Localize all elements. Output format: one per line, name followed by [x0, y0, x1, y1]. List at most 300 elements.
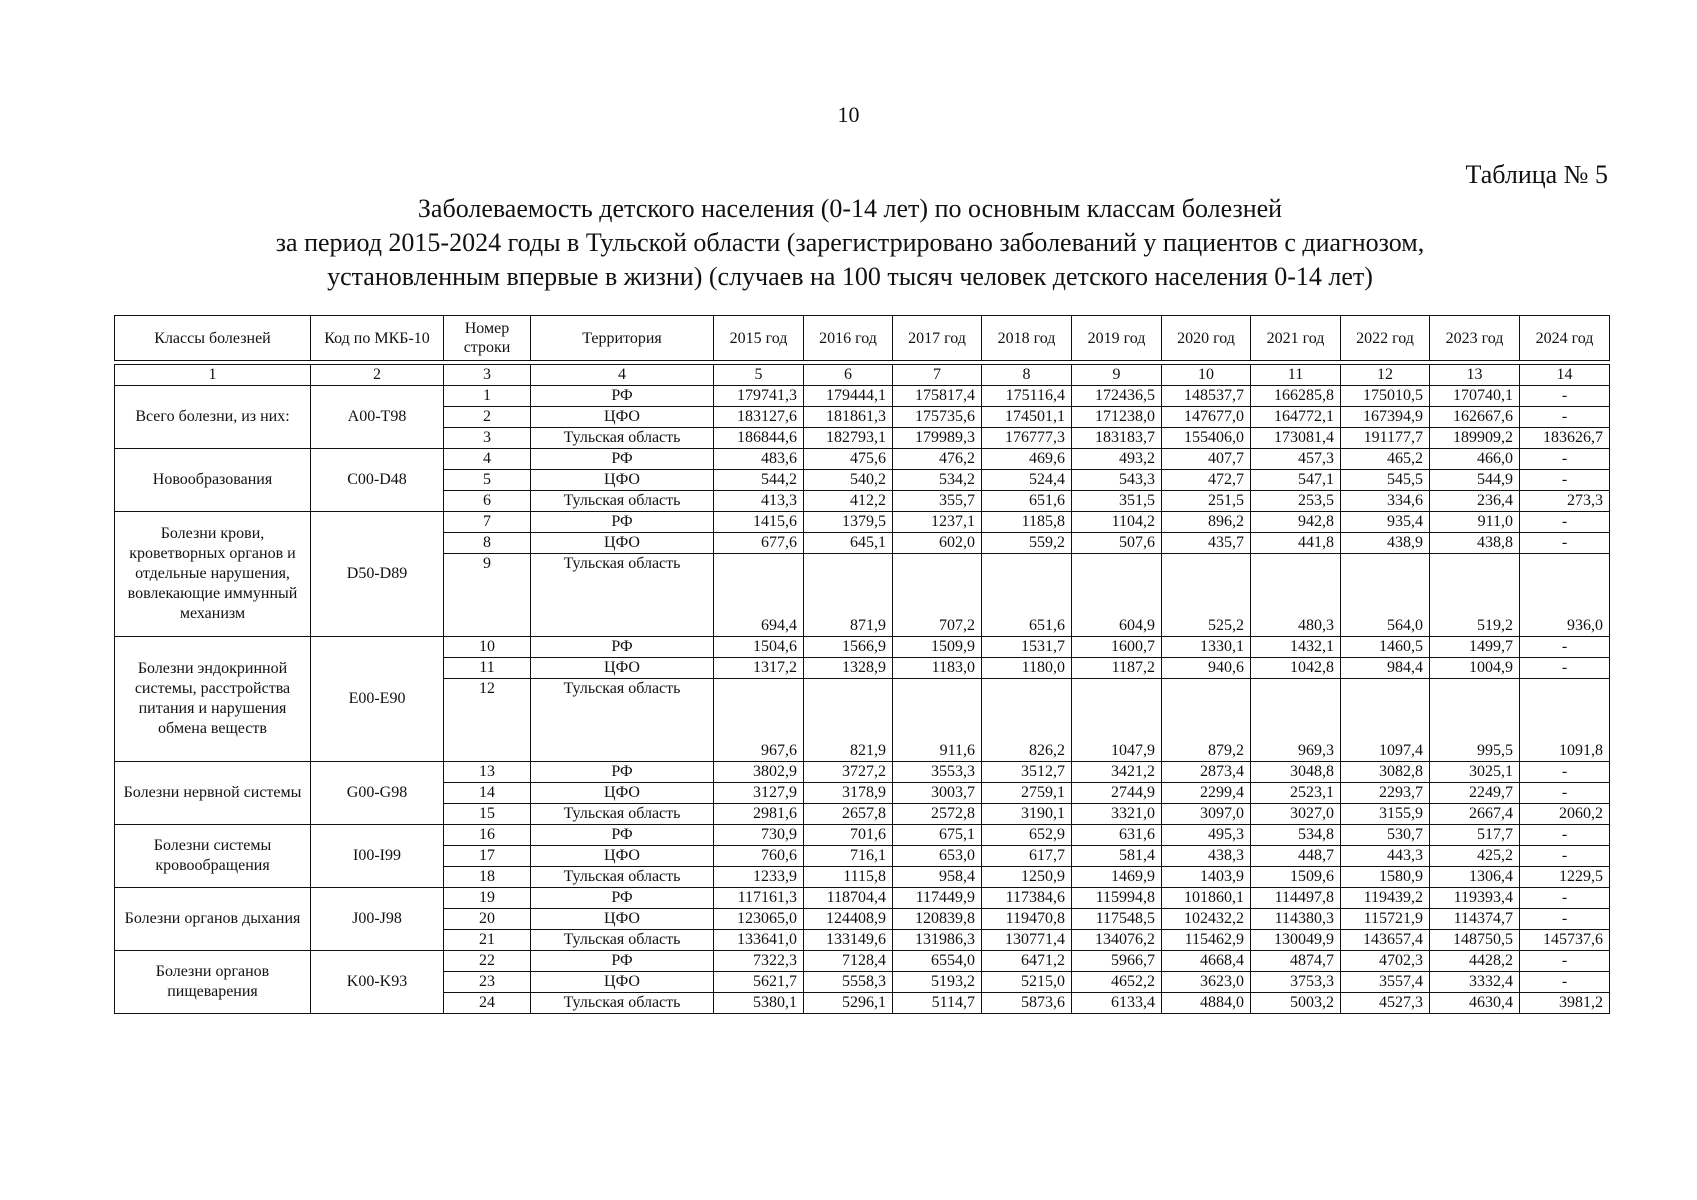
value-cell: 896,2 [1162, 512, 1251, 533]
disease-class: Болезни нервной системы [115, 762, 311, 825]
value-cell: 651,6 [982, 554, 1072, 637]
value-cell: 5003,2 [1251, 993, 1341, 1014]
value-cell: 3025,1 [1430, 762, 1520, 783]
value-cell: 760,6 [714, 846, 804, 867]
value-cell: 1580,9 [1341, 867, 1430, 888]
value-cell: 175010,5 [1341, 386, 1430, 407]
value-cell: 183127,6 [714, 407, 804, 428]
column-number: 10 [1162, 365, 1251, 386]
row-number: 15 [444, 804, 531, 825]
icd-code: I00-I99 [311, 825, 444, 888]
value-cell: 5296,1 [804, 993, 893, 1014]
value-cell: 117384,6 [982, 888, 1072, 909]
territory: Тульская область [531, 554, 714, 637]
value-cell: 253,5 [1251, 491, 1341, 512]
disease-class: Болезни органов дыхания [115, 888, 311, 951]
column-number: 6 [804, 365, 893, 386]
value-cell: 131986,3 [893, 930, 982, 951]
disease-class: Всего болезни, из них: [115, 386, 311, 449]
territory: ЦФО [531, 533, 714, 554]
value-cell: 5114,7 [893, 993, 982, 1014]
column-number: 8 [982, 365, 1072, 386]
value-cell: 167394,9 [1341, 407, 1430, 428]
value-cell: 443,3 [1341, 846, 1430, 867]
value-cell: 166285,8 [1251, 386, 1341, 407]
value-cell: 871,9 [804, 554, 893, 637]
value-cell: 5380,1 [714, 993, 804, 1014]
territory: Тульская область [531, 491, 714, 512]
value-cell: 730,9 [714, 825, 804, 846]
value-cell: 7128,4 [804, 951, 893, 972]
row-number: 18 [444, 867, 531, 888]
value-cell: 2060,2 [1520, 804, 1610, 825]
table-label: Таблица № 5 [1465, 160, 1608, 189]
value-cell: 175116,4 [982, 386, 1072, 407]
value-cell: 525,2 [1162, 554, 1251, 637]
value-cell: 172436,5 [1072, 386, 1162, 407]
territory: ЦФО [531, 846, 714, 867]
value-cell: 524,4 [982, 470, 1072, 491]
value-cell: 6471,2 [982, 951, 1072, 972]
row-number: 10 [444, 637, 531, 658]
row-number: 6 [444, 491, 531, 512]
value-cell: 183626,7 [1520, 428, 1610, 449]
value-cell: - [1520, 846, 1610, 867]
value-cell: 114380,3 [1251, 909, 1341, 930]
territory: РФ [531, 637, 714, 658]
territory: ЦФО [531, 783, 714, 804]
value-cell: 3553,3 [893, 762, 982, 783]
row-number: 19 [444, 888, 531, 909]
value-cell: 544,9 [1430, 470, 1520, 491]
value-cell: 2572,8 [893, 804, 982, 825]
morbidity-table [114, 315, 1609, 1014]
value-cell: 2249,7 [1430, 783, 1520, 804]
value-cell: 534,2 [893, 470, 982, 491]
value-cell: 543,3 [1072, 470, 1162, 491]
value-cell: 707,2 [893, 554, 982, 637]
value-cell: 1185,8 [982, 512, 1072, 533]
value-cell: 189909,2 [1430, 428, 1520, 449]
value-cell: 469,6 [982, 449, 1072, 470]
row-number: 17 [444, 846, 531, 867]
icd-code: A00-T98 [311, 386, 444, 449]
column-number: 1 [115, 365, 311, 386]
territory: РФ [531, 512, 714, 533]
value-cell: 413,3 [714, 491, 804, 512]
value-cell: 936,0 [1520, 554, 1610, 637]
value-cell: 115462,9 [1162, 930, 1251, 951]
value-cell: 826,2 [982, 679, 1072, 762]
icd-code: G00-G98 [311, 762, 444, 825]
column-number-row [115, 365, 1610, 386]
value-cell: 3512,7 [982, 762, 1072, 783]
table-row [115, 951, 1610, 972]
title-line: установленным впервые в жизни) (случаев на 100 тысяч человек детского населения 0-14 лет) [327, 262, 1373, 291]
value-cell: 134076,2 [1072, 930, 1162, 951]
value-cell: 412,2 [804, 491, 893, 512]
value-cell: 1403,9 [1162, 867, 1251, 888]
value-cell: 581,4 [1072, 846, 1162, 867]
value-cell: 1379,5 [804, 512, 893, 533]
row-number: 13 [444, 762, 531, 783]
territory: РФ [531, 449, 714, 470]
value-cell: 604,9 [1072, 554, 1162, 637]
value-cell: 147677,0 [1162, 407, 1251, 428]
value-cell: 5873,6 [982, 993, 1072, 1014]
value-cell: - [1520, 449, 1610, 470]
table-row [115, 449, 1610, 470]
value-cell: - [1520, 783, 1610, 804]
value-cell: 175817,4 [893, 386, 982, 407]
column-header: 2021 год [1251, 316, 1341, 361]
value-cell: 133149,6 [804, 930, 893, 951]
value-cell: 675,1 [893, 825, 982, 846]
value-cell: 3421,2 [1072, 762, 1162, 783]
value-cell: 407,7 [1162, 449, 1251, 470]
value-cell: 3332,4 [1430, 972, 1520, 993]
value-cell: 911,6 [893, 679, 982, 762]
value-cell: 6554,0 [893, 951, 982, 972]
value-cell: 465,2 [1341, 449, 1430, 470]
value-cell: 448,7 [1251, 846, 1341, 867]
value-cell: 967,6 [714, 679, 804, 762]
icd-code: C00-D48 [311, 449, 444, 512]
value-cell: - [1520, 658, 1610, 679]
table-title [160, 192, 1540, 294]
column-header: 2024 год [1520, 316, 1610, 361]
value-cell: 438,9 [1341, 533, 1430, 554]
value-cell: 4702,3 [1341, 951, 1430, 972]
value-cell: 3027,0 [1251, 804, 1341, 825]
table-row [115, 762, 1610, 783]
value-cell: 476,2 [893, 449, 982, 470]
value-cell: 1328,9 [804, 658, 893, 679]
value-cell: 123065,0 [714, 909, 804, 930]
value-cell: 182793,1 [804, 428, 893, 449]
column-number: 12 [1341, 365, 1430, 386]
table-row [115, 637, 1610, 658]
value-cell: 117548,5 [1072, 909, 1162, 930]
value-cell: 1047,9 [1072, 679, 1162, 762]
value-cell: 2744,9 [1072, 783, 1162, 804]
row-number: 2 [444, 407, 531, 428]
value-cell: 559,2 [982, 533, 1072, 554]
value-cell: 475,6 [804, 449, 893, 470]
territory: РФ [531, 888, 714, 909]
value-cell: - [1520, 512, 1610, 533]
value-cell: 694,4 [714, 554, 804, 637]
value-cell: 117161,3 [714, 888, 804, 909]
value-cell: 438,8 [1430, 533, 1520, 554]
value-cell: - [1520, 637, 1610, 658]
table-row [115, 386, 1610, 407]
icd-code: E00-E90 [311, 637, 444, 762]
value-cell: 130771,4 [982, 930, 1072, 951]
territory: РФ [531, 825, 714, 846]
value-cell: 544,2 [714, 470, 804, 491]
value-cell: 3802,9 [714, 762, 804, 783]
value-cell: - [1520, 386, 1610, 407]
value-cell: 164772,1 [1251, 407, 1341, 428]
territory: Тульская область [531, 679, 714, 762]
value-cell: 2981,6 [714, 804, 804, 825]
value-cell: 3127,9 [714, 783, 804, 804]
row-number: 20 [444, 909, 531, 930]
value-cell: 2667,4 [1430, 804, 1520, 825]
value-cell: - [1520, 972, 1610, 993]
value-cell: 617,7 [982, 846, 1072, 867]
value-cell: 547,1 [1251, 470, 1341, 491]
value-cell: 148537,7 [1162, 386, 1251, 407]
column-number: 14 [1520, 365, 1610, 386]
value-cell: 493,2 [1072, 449, 1162, 470]
value-cell: 821,9 [804, 679, 893, 762]
value-cell: 133641,0 [714, 930, 804, 951]
value-cell: 602,0 [893, 533, 982, 554]
value-cell: 1250,9 [982, 867, 1072, 888]
value-cell: 1509,9 [893, 637, 982, 658]
title-line: за период 2015-2024 годы в Тульской области (зарегистрировано заболеваний у пациентов с диагнозом, [275, 228, 1425, 257]
territory: РФ [531, 386, 714, 407]
value-cell: 4428,2 [1430, 951, 1520, 972]
column-header: 2015 год [714, 316, 804, 361]
disease-class: Болезни органов пищеварения [115, 951, 311, 1014]
value-cell: 179989,3 [893, 428, 982, 449]
territory: ЦФО [531, 407, 714, 428]
value-cell: 5215,0 [982, 972, 1072, 993]
territory: РФ [531, 762, 714, 783]
value-cell: 2759,1 [982, 783, 1072, 804]
value-cell: 1004,9 [1430, 658, 1520, 679]
value-cell: 701,6 [804, 825, 893, 846]
row-number: 4 [444, 449, 531, 470]
value-cell: 645,1 [804, 533, 893, 554]
row-number: 22 [444, 951, 531, 972]
value-cell: - [1520, 951, 1610, 972]
value-cell: 102432,2 [1162, 909, 1251, 930]
column-header: 2023 год [1430, 316, 1520, 361]
value-cell: 3623,0 [1162, 972, 1251, 993]
value-cell: 653,0 [893, 846, 982, 867]
value-cell: 1460,5 [1341, 637, 1430, 658]
value-cell: 119393,4 [1430, 888, 1520, 909]
value-cell: 1306,4 [1430, 867, 1520, 888]
value-cell: 176777,3 [982, 428, 1072, 449]
value-cell: 1104,2 [1072, 512, 1162, 533]
value-cell: 114374,7 [1430, 909, 1520, 930]
value-cell: - [1520, 762, 1610, 783]
territory: ЦФО [531, 658, 714, 679]
value-cell: 438,3 [1162, 846, 1251, 867]
disease-class: Болезни крови, кроветворных органов и отдельные нарушения, вовлекающие иммунный механизм [115, 512, 311, 637]
value-cell: 3727,2 [804, 762, 893, 783]
value-cell: 1469,9 [1072, 867, 1162, 888]
value-cell: 942,8 [1251, 512, 1341, 533]
value-cell: 175735,6 [893, 407, 982, 428]
value-cell: - [1520, 888, 1610, 909]
value-cell: 334,6 [1341, 491, 1430, 512]
row-number: 11 [444, 658, 531, 679]
row-number: 5 [444, 470, 531, 491]
value-cell: 4630,4 [1430, 993, 1520, 1014]
column-number: 9 [1072, 365, 1162, 386]
value-cell: 3155,9 [1341, 804, 1430, 825]
value-cell: 507,6 [1072, 533, 1162, 554]
value-cell: 1091,8 [1520, 679, 1610, 762]
value-cell: 101860,1 [1162, 888, 1251, 909]
value-cell: 155406,0 [1162, 428, 1251, 449]
value-cell: 472,7 [1162, 470, 1251, 491]
value-cell: 171238,0 [1072, 407, 1162, 428]
value-cell: 995,5 [1430, 679, 1520, 762]
value-cell: 1330,1 [1162, 637, 1251, 658]
value-cell: 5558,3 [804, 972, 893, 993]
value-cell: 2293,7 [1341, 783, 1430, 804]
row-number: 24 [444, 993, 531, 1014]
column-number: 13 [1430, 365, 1520, 386]
value-cell: 251,5 [1162, 491, 1251, 512]
value-cell: 545,5 [1341, 470, 1430, 491]
column-header: 2017 год [893, 316, 982, 361]
value-cell: 1317,2 [714, 658, 804, 679]
value-cell: 1187,2 [1072, 658, 1162, 679]
value-cell: - [1520, 909, 1610, 930]
value-cell: 879,2 [1162, 679, 1251, 762]
value-cell: 6133,4 [1072, 993, 1162, 1014]
value-cell: 1504,6 [714, 637, 804, 658]
column-header: 2016 год [804, 316, 893, 361]
value-cell: 466,0 [1430, 449, 1520, 470]
territory: Тульская область [531, 993, 714, 1014]
value-cell: 1180,0 [982, 658, 1072, 679]
value-cell: 120839,8 [893, 909, 982, 930]
value-cell: 1183,0 [893, 658, 982, 679]
column-header: 2022 год [1341, 316, 1430, 361]
territory: Тульская область [531, 867, 714, 888]
value-cell: 179741,3 [714, 386, 804, 407]
column-header: 2019 год [1072, 316, 1162, 361]
value-cell: 435,7 [1162, 533, 1251, 554]
territory: ЦФО [531, 972, 714, 993]
disease-class: Новообразования [115, 449, 311, 512]
value-cell: 4668,4 [1162, 951, 1251, 972]
column-header: 2018 год [982, 316, 1072, 361]
value-cell: 984,4 [1341, 658, 1430, 679]
table-row [115, 512, 1610, 533]
value-cell: 519,2 [1430, 554, 1520, 637]
column-header: Территория [531, 316, 714, 361]
value-cell: 1115,8 [804, 867, 893, 888]
territory: ЦФО [531, 470, 714, 491]
value-cell: 4874,7 [1251, 951, 1341, 972]
value-cell: 119470,8 [982, 909, 1072, 930]
value-cell: 1499,7 [1430, 637, 1520, 658]
value-cell: 162667,6 [1430, 407, 1520, 428]
disease-class: Болезни эндокринной системы, расстройства питания и нарушения обмена веществ [115, 637, 311, 762]
value-cell: 114497,8 [1251, 888, 1341, 909]
value-cell: 677,6 [714, 533, 804, 554]
row-number: 9 [444, 554, 531, 637]
value-cell: 3097,0 [1162, 804, 1251, 825]
value-cell: 115721,9 [1341, 909, 1430, 930]
territory: Тульская область [531, 428, 714, 449]
value-cell: 4652,2 [1072, 972, 1162, 993]
value-cell: 355,7 [893, 491, 982, 512]
column-number: 3 [444, 365, 531, 386]
value-cell: 441,8 [1251, 533, 1341, 554]
value-cell: 174501,1 [982, 407, 1072, 428]
value-cell: 3048,8 [1251, 762, 1341, 783]
value-cell: 716,1 [804, 846, 893, 867]
value-cell: 3321,0 [1072, 804, 1162, 825]
header-row [115, 316, 1610, 361]
column-number: 7 [893, 365, 982, 386]
value-cell: 495,3 [1162, 825, 1251, 846]
value-cell: 3190,1 [982, 804, 1072, 825]
value-cell: - [1520, 407, 1610, 428]
column-number: 2 [311, 365, 444, 386]
value-cell: 273,3 [1520, 491, 1610, 512]
value-cell: 3178,9 [804, 783, 893, 804]
value-cell: 1415,6 [714, 512, 804, 533]
value-cell: 1432,1 [1251, 637, 1341, 658]
value-cell: 5621,7 [714, 972, 804, 993]
value-cell: 119439,2 [1341, 888, 1430, 909]
value-cell: 1233,9 [714, 867, 804, 888]
value-cell: 3557,4 [1341, 972, 1430, 993]
value-cell: 1509,6 [1251, 867, 1341, 888]
value-cell: 534,8 [1251, 825, 1341, 846]
value-cell: 4884,0 [1162, 993, 1251, 1014]
value-cell: 173081,4 [1251, 428, 1341, 449]
value-cell: 130049,9 [1251, 930, 1341, 951]
value-cell: 191177,7 [1341, 428, 1430, 449]
value-cell: 3003,7 [893, 783, 982, 804]
column-header: 2020 год [1162, 316, 1251, 361]
value-cell: 2299,4 [1162, 783, 1251, 804]
value-cell: 1566,9 [804, 637, 893, 658]
value-cell: 2873,4 [1162, 762, 1251, 783]
value-cell: 425,2 [1430, 846, 1520, 867]
value-cell: 940,6 [1162, 658, 1251, 679]
disease-class: Болезни системы кровообращения [115, 825, 311, 888]
row-number: 7 [444, 512, 531, 533]
value-cell: 564,0 [1341, 554, 1430, 637]
column-number: 5 [714, 365, 804, 386]
row-number: 12 [444, 679, 531, 762]
column-header: Номер строки [444, 316, 531, 361]
value-cell: 652,9 [982, 825, 1072, 846]
value-cell: 2523,1 [1251, 783, 1341, 804]
value-cell: 183183,7 [1072, 428, 1162, 449]
value-cell: 351,5 [1072, 491, 1162, 512]
value-cell: 483,6 [714, 449, 804, 470]
icd-code: J00-J98 [311, 888, 444, 951]
value-cell: 179444,1 [804, 386, 893, 407]
value-cell: 1237,1 [893, 512, 982, 533]
title-line: Заболеваемость детского населения (0-14 лет) по основным классам болезней [417, 194, 1283, 223]
value-cell: 143657,4 [1341, 930, 1430, 951]
territory: ЦФО [531, 909, 714, 930]
row-number: 16 [444, 825, 531, 846]
icd-code: K00-K93 [311, 951, 444, 1014]
value-cell: 4527,3 [1341, 993, 1430, 1014]
value-cell: 118704,4 [804, 888, 893, 909]
icd-code: D50-D89 [311, 512, 444, 637]
value-cell: 2657,8 [804, 804, 893, 825]
value-cell: 457,3 [1251, 449, 1341, 470]
